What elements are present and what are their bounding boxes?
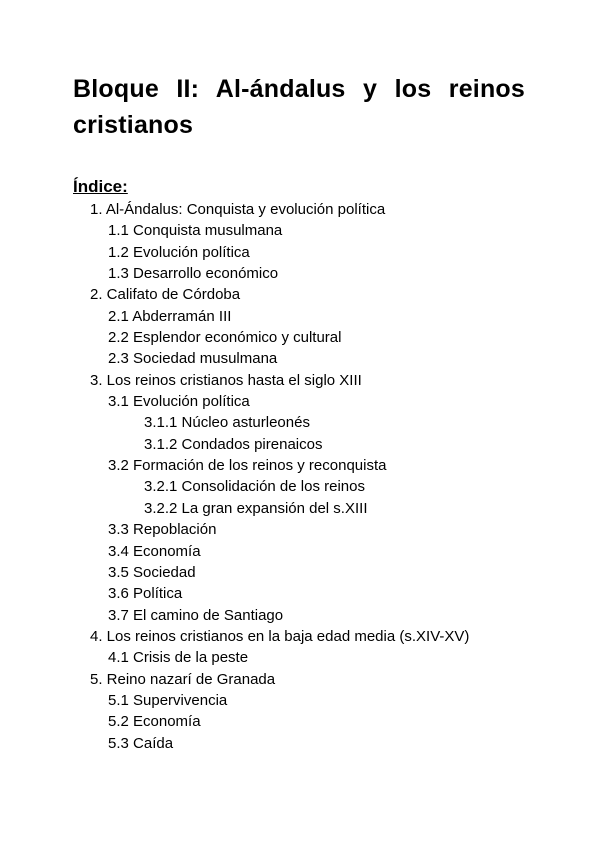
toc-item: 3.1 Evolución política — [108, 393, 250, 411]
toc-item: 3.7 El camino de Santiago — [108, 606, 284, 624]
toc-item: 1. Al-Ándalus: Conquista y evolución política — [90, 201, 386, 218]
toc-item: 3.3 Repoblación — [108, 521, 217, 539]
toc-item: 2.3 Sociedad musulmana — [108, 350, 278, 368]
toc-item: 5.2 Economía — [108, 713, 201, 731]
toc-item: 3.2 Formación de los reinos y reconquista — [108, 457, 387, 475]
toc-item: 3.5 Sociedad — [108, 563, 196, 581]
toc-item: 5.3 Caída — [108, 734, 174, 752]
toc-item: 3.1.2 Condados pirenaicos — [144, 435, 323, 453]
toc-item: 4.1 Crisis de la peste — [108, 649, 249, 667]
table-of-contents — [0, 199, 600, 754]
toc-item: 5.1 Supervivencia — [108, 691, 228, 709]
toc-item: 3.2.1 Consolidación de los reinos — [144, 478, 365, 496]
toc-item: 1.1 Conquista musulmana — [108, 222, 283, 240]
toc-item: 1.3 Desarrollo económico — [108, 265, 279, 283]
toc-item: 2. Califato de Córdoba — [90, 286, 241, 304]
document-title: Bloque II: Al-ándalus y los reinos cristianos — [73, 75, 525, 139]
toc-item: 2.1 Abderramán III — [108, 307, 232, 325]
toc-item: 3. Los reinos cristianos hasta el siglo XIII — [90, 371, 362, 389]
toc-item: 2.2 Esplendor económico y cultural — [108, 329, 342, 347]
toc-item: 4. Los reinos cristianos en la baja edad media (s.XIV-XV) — [90, 627, 470, 645]
toc-item: 1.2 Evolución política — [108, 243, 250, 261]
toc-item: 3.4 Economía — [108, 542, 201, 560]
toc-item: 3.2.2 La gran expansión del s.XIII — [144, 499, 368, 517]
index-heading: Índice: — [73, 177, 128, 196]
toc-item: 5. Reino nazarí de Granada — [90, 670, 276, 688]
toc-item: 3.6 Política — [108, 585, 183, 603]
toc-item: 3.1.1 Núcleo asturleonés — [144, 414, 310, 432]
